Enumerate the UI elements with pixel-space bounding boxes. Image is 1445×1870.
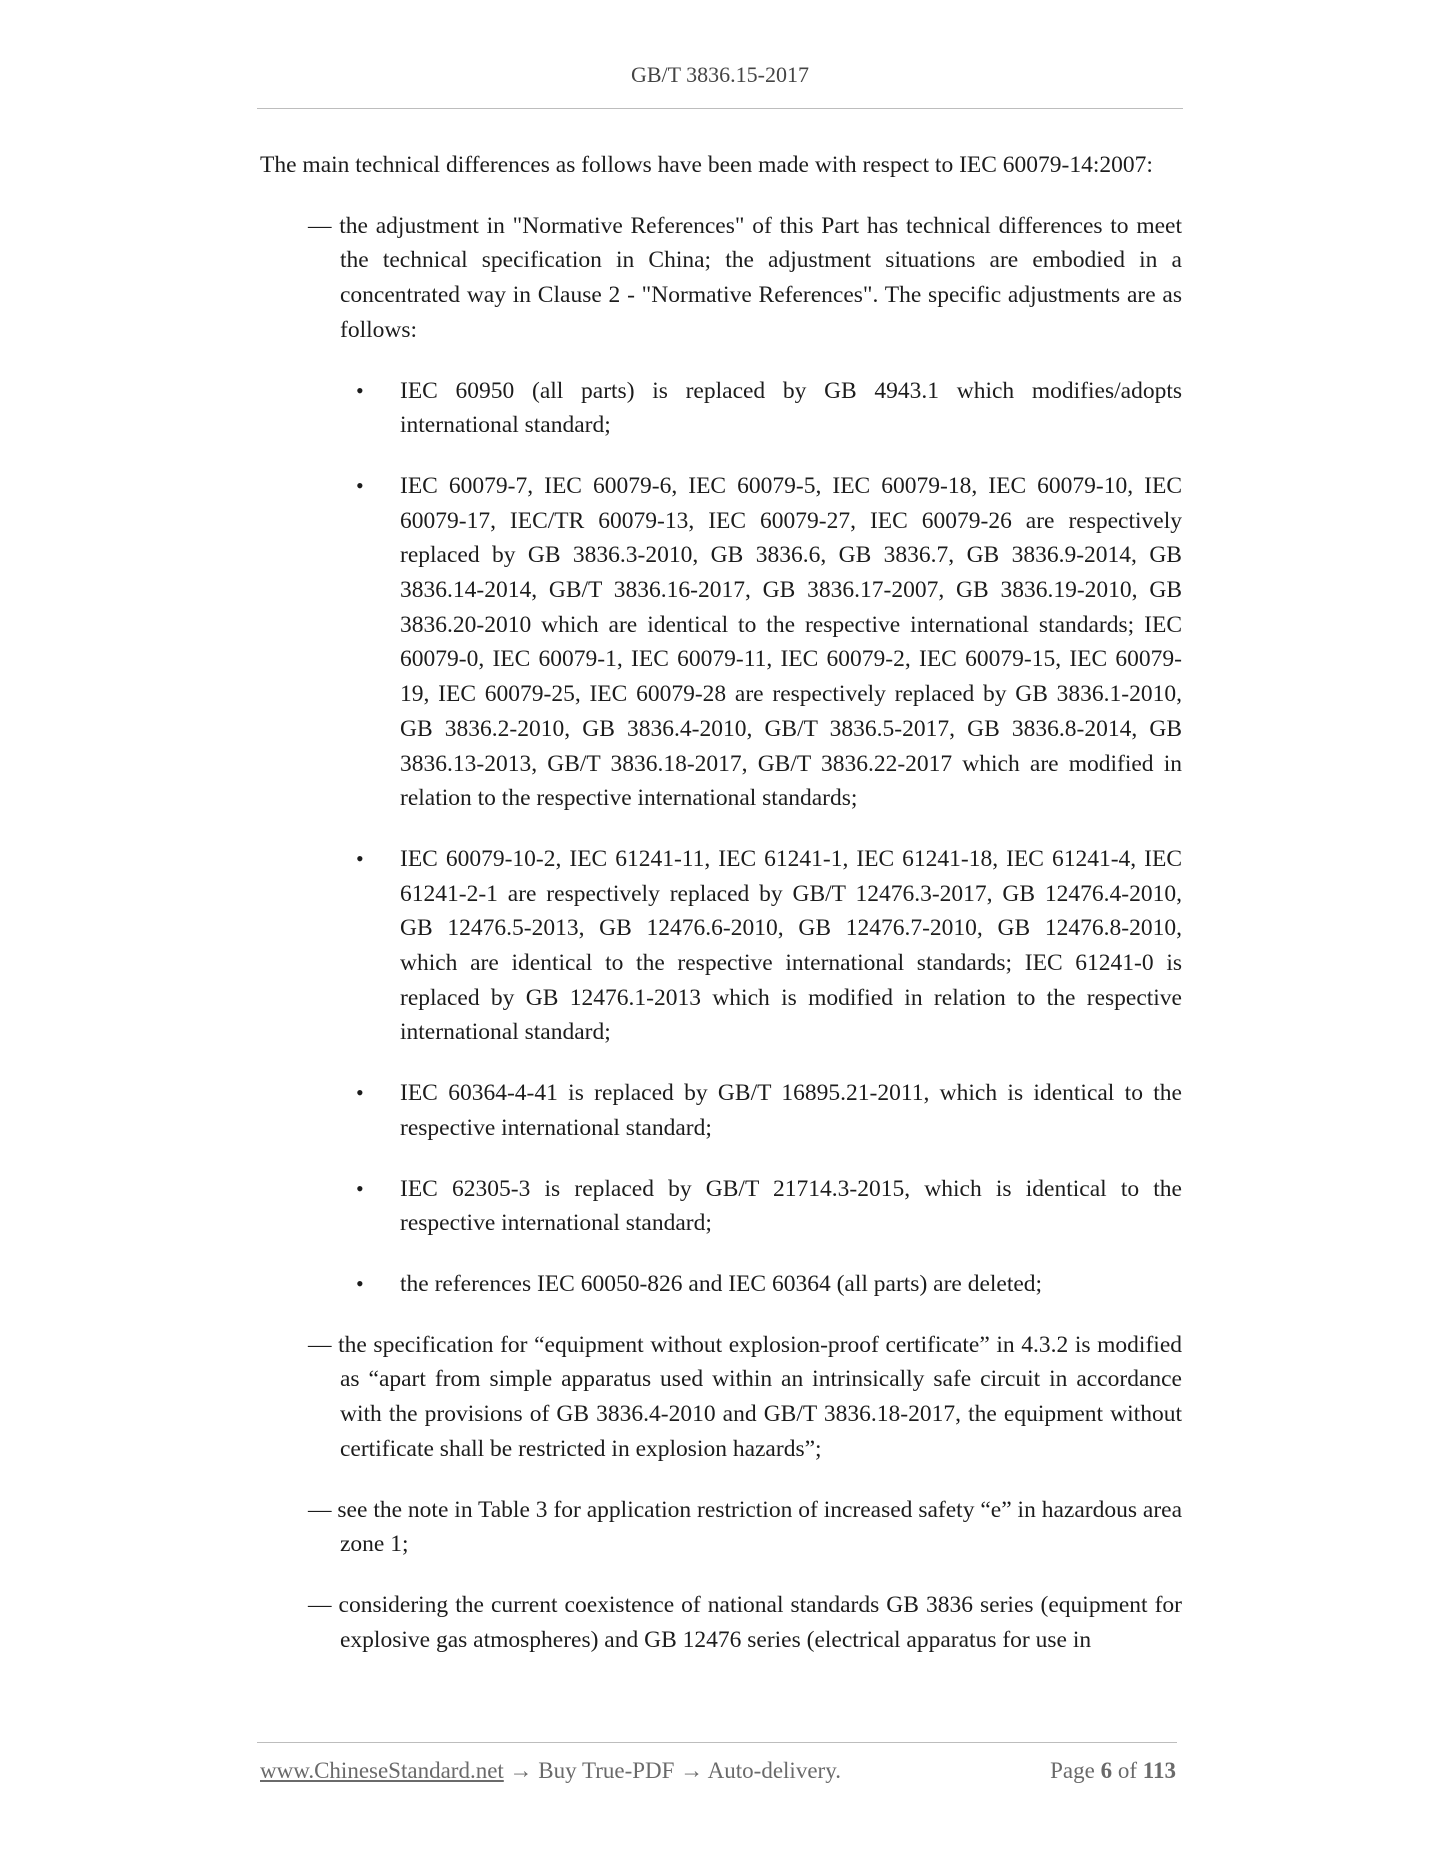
bullet-icon: • [356, 1175, 364, 1201]
adjustment-item [356, 1076, 1182, 1145]
adjustment-text: IEC 60079-10-2, IEC 61241-11, IEC 61241-1, IEC 61241-18, IEC 61241-4, IEC 61241-2-1 are respectively replaced by GB/T 12476.3-2017, GB 12476.4-2010, GB 12476.5-2013, GB 12476.6-2010, GB 12476.7-2010, GB 12476.8-2010, which are identical to the respective international standards; IEC 61241-0 is replaced by GB 12476.1-2013 which is modified in relation to the respective international standard; [400, 845, 1182, 1046]
adjustment-item [356, 469, 1182, 816]
difference-text: see the note in Table 3 for application restriction of increased safety “e” in hazardous area zone 1; [337, 1496, 1183, 1558]
difference-text: the specification for “equipment without explosion-proof certificate” in 4.3.2 is modified as “apart from simple apparatus used within an intrinsically safe circuit in accordance with the provisions of GB 3836.4-2010 and GB/T 3836.18-2017, the equipment without certificate shall be restricted in explosion hazards”; [338, 1331, 1182, 1462]
buy-pdf-text: Buy True-PDF [538, 1758, 675, 1783]
dash-marker: — [308, 1591, 332, 1618]
document-body [260, 148, 1182, 1657]
adjustment-text: IEC 62305-3 is replaced by GB/T 21714.3-2015, which is identical to the respective international standard; [400, 1175, 1182, 1237]
adjustment-item [356, 1172, 1182, 1241]
page-indicator [1050, 1758, 1176, 1784]
difference-item-normative-references [308, 209, 1182, 348]
difference-item-coexistence [308, 1588, 1183, 1657]
difference-text: considering the current coexistence of national standards GB 3836 series (equipment for explosive gas atmospheres) and GB 12476 series (electrical apparatus for use in [338, 1591, 1183, 1653]
bullet-icon: • [356, 472, 364, 498]
difference-item-table3 [308, 1493, 1183, 1562]
adjustment-text: the references IEC 60050-826 and IEC 60364 (all parts) are deleted; [400, 1270, 1043, 1297]
footer-promo [260, 1758, 841, 1784]
difference-item-certificate [308, 1328, 1182, 1467]
auto-delivery-text: Auto-delivery. [707, 1758, 841, 1783]
adjustment-item [356, 1267, 1182, 1302]
bullet-icon: • [356, 377, 364, 403]
site-link[interactable]: www.ChineseStandard.net [260, 1758, 504, 1783]
difference-text: the adjustment in "Normative References" of this Part has technical differences to meet the technical specification in China; the adjustment situations are embodied in a concentrated way in Clause 2 - "Normative References". The specific adjustments are as follows: [339, 212, 1182, 343]
adjustment-item [356, 842, 1182, 1050]
arrow-right-icon: → [509, 1758, 533, 1783]
page-number: 6 [1100, 1758, 1113, 1783]
dash-marker: — [308, 1496, 332, 1523]
header-divider [257, 108, 1183, 109]
page-total: 113 [1142, 1758, 1176, 1783]
page-label: Page [1050, 1758, 1095, 1783]
page-header: GB/T 3836.15-2017 [630, 62, 810, 87]
adjustment-text: IEC 60364-4-41 is replaced by GB/T 16895.21-2011, which is identical to the respective international standard; [400, 1080, 1182, 1141]
intro-paragraph: The main technical differences as follows have been made with respect to IEC 60079-14:2007: [260, 152, 1153, 178]
adjustment-text: IEC 60950 (all parts) is replaced by GB 4943.1 which modifies/adopts international standard; [400, 377, 1182, 439]
adjustment-text: IEC 60079-7, IEC 60079-6, IEC 60079-5, IEC 60079-18, IEC 60079-10, IEC 60079-17, IEC/TR 60079-13, IEC 60079-27, IEC 60079-26 are respectively replaced by GB 3836.3-2010, GB 3836.6, GB 3836.7, GB 3836.9-2014, GB 3836.14-2014, GB/T 3836.16-2017, GB 3836.17-2007, GB 3836.19-2010, GB 3836.20-2010 which are identical to the respective international standards; IEC 60079-0, IEC 60079-1, IEC 60079-11, IEC 60079-2, IEC 60079-15, IEC 60079-19, IEC 60079-25, IEC 60079-28 are respectively replaced by GB 3836.1-2010, GB 3836.2-2010, GB 3836.4-2010, GB/T 3836.5-2017, GB 3836.8-2014, GB 3836.13-2013, GB/T 3836.18-2017, GB/T 3836.22-2017 which are modified in relation to the respective international standards; [400, 472, 1182, 812]
dash-marker: — [308, 1331, 332, 1358]
arrow-right-icon: → [680, 1758, 704, 1783]
bullet-icon: • [356, 845, 364, 871]
footer-divider [257, 1742, 1177, 1743]
adjustment-item [356, 374, 1182, 443]
dash-marker: — [308, 212, 332, 239]
of-label: of [1117, 1758, 1138, 1783]
bullet-icon: • [356, 1080, 364, 1106]
adjustment-list [260, 374, 1182, 1302]
bullet-icon: • [356, 1270, 364, 1296]
